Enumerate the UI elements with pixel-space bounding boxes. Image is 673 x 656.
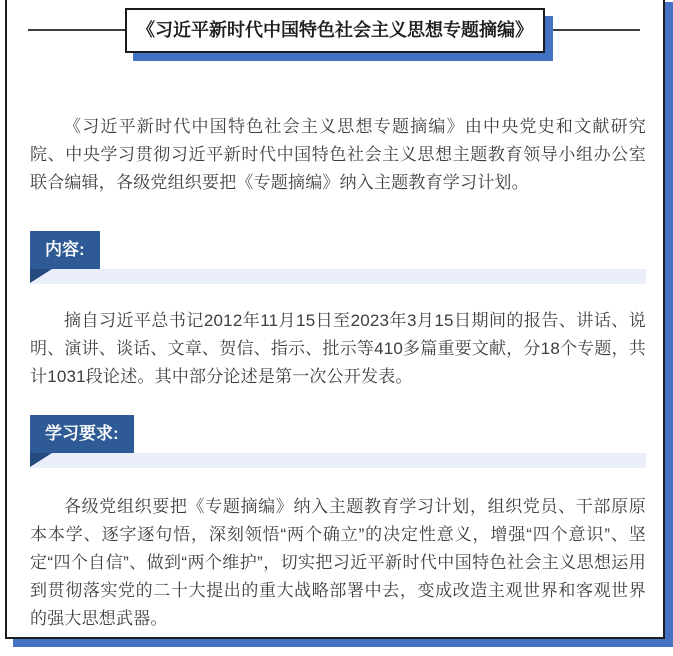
study-requirements-paragraph: 各级党组织要把《专题摘编》纳入主题教育学习计划，组织党员、干部原原本本学、逐字逐句悟，深刻领悟“两个确立”的决定性意义，增强“四个意识”、坚定“四个自信”、做到“两个维护”，切实把习近平新时代中国特色社会主义思想运用到贯彻落实党的二十大提出的重大战略部署中去，变成改造主观世界和客观世界的强大思想武器。	[30, 497, 646, 628]
intro-paragraph: 《习近平新时代中国特色社会主义思想专题摘编》由中央党史和文献研究院、中央学习贯彻习近平新时代中国特色社会主义思想主题教育领导小组办公室联合编辑，各级党组织要把《专题摘编》纳入主题教育学习计划。	[30, 117, 646, 192]
section-underline-bar	[30, 453, 646, 468]
content-paragraph: 摘自习近平总书记2012年11月15日至2023年3月15日期间的报告、讲话、说明、演讲、谈话、文章、贺信、指示、批示等410多篇重要文献，分18个专题，共计1031段论述。其中部分论述是第一次公开发表。	[30, 311, 646, 386]
section-header-content: 内容:	[30, 231, 100, 269]
section-header-study-requirements: 学习要求:	[30, 415, 134, 453]
section-underline-bar	[30, 269, 646, 284]
document-title-banner: 《习近平新时代中国特色社会主义思想专题摘编》	[125, 8, 545, 53]
content-panel	[5, 0, 665, 639]
title-right-rule	[550, 29, 640, 31]
title-left-rule	[28, 29, 132, 31]
